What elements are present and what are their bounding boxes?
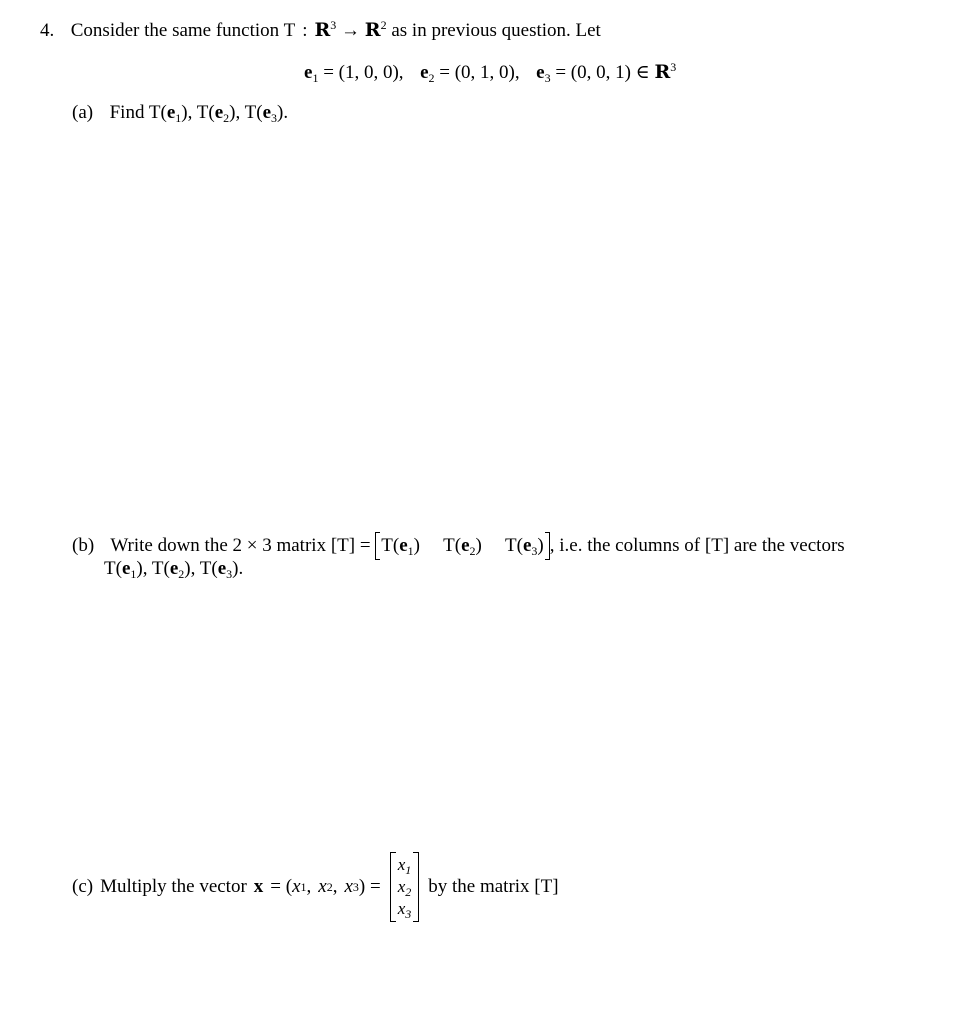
part-b: (b) Write down the 2 × 3 matrix $[T] = T(e_1)$ $T(e_2)$ $T(e_3)$ , i.e. the columns of [T] are the vectors xyxy=(72,535,845,558)
basis-vectors-line: $e_1 = (1$, 0, 0), $e_2 = (0$, 1, 0), $e_3 = (0$, 0, 1) ∈ $R^3$ xyxy=(304,60,677,85)
part-a: (a) Find $T(e_1)$, $T(e_2)$, $T(e_3)$. xyxy=(72,102,289,125)
part-b-label: (b) xyxy=(72,535,95,556)
part-b-continuation: $T(e_1)$, $T(e_2)$, $T(e_3)$. xyxy=(104,558,244,581)
part-c: (c) Multiply the vector x = ( x 1 , x 2 , x 3 ) = $x_1$ $x_2$ $x_3$ by the matrix [T] xyxy=(72,852,559,922)
part-a-label: (a) xyxy=(72,102,94,123)
matrix-row-bracket: $T(e_1)$ $T(e_2)$ $T(e_3)$ xyxy=(375,535,549,557)
vector-entry-3: $x_3$ xyxy=(397,899,412,921)
vector-entry-2: $x_2$ xyxy=(397,877,412,899)
vector-entry-1: $x_1$ xyxy=(397,855,412,877)
part-c-label: (c) xyxy=(72,876,94,897)
arrow-symbol: → xyxy=(341,20,361,41)
question-number: 4. xyxy=(40,20,55,41)
question-heading: 4. Consider the same function T : $R^3 \to R^2$ as in previous question. Let xyxy=(40,18,601,41)
column-vector xyxy=(390,852,420,922)
